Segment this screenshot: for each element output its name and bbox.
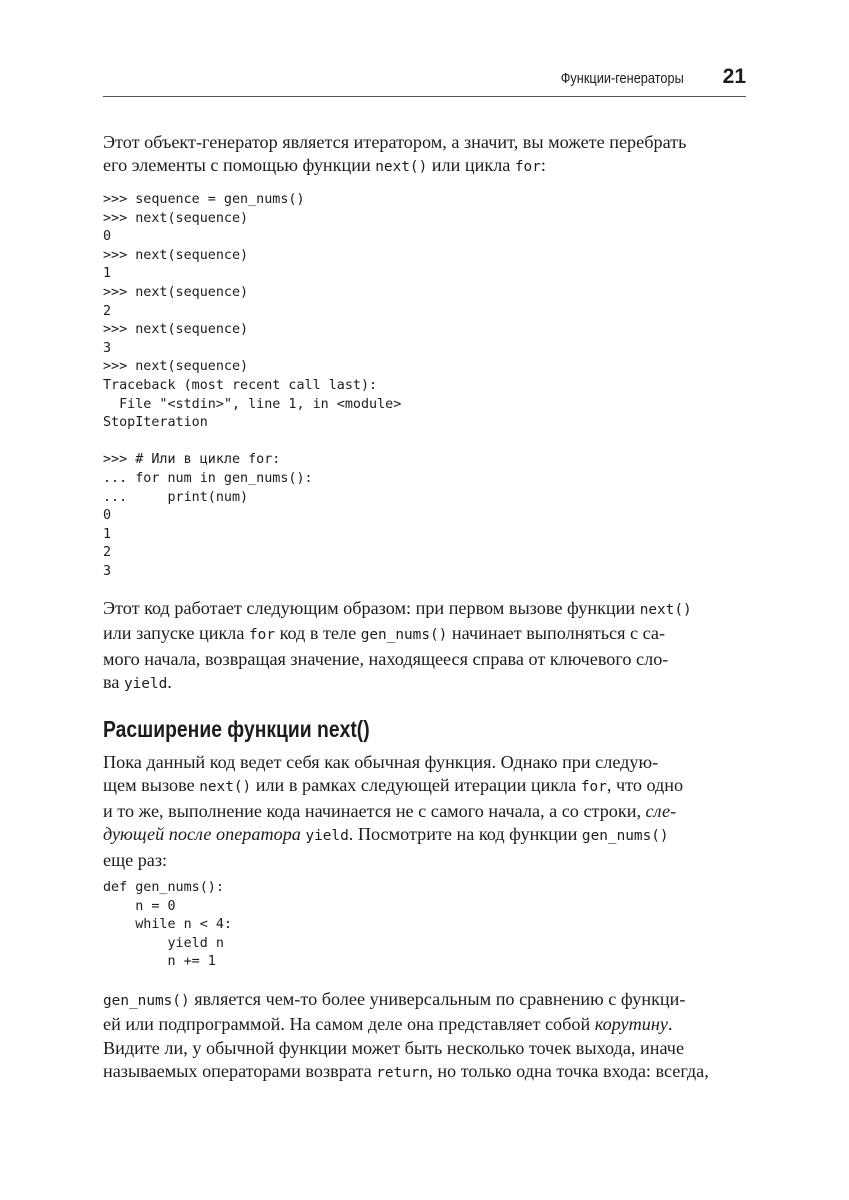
text-line: называемых операторами возврата xyxy=(103,1061,377,1082)
text-line: Видите ли, у обычной функции может быть несколько точек выхода, иначе xyxy=(103,1037,685,1058)
inline-code: for xyxy=(514,159,541,176)
text-line: еще раз: xyxy=(103,849,168,870)
italic-text: корутину xyxy=(594,1014,668,1035)
inline-code: for xyxy=(249,627,276,644)
inline-code: gen_nums() xyxy=(360,627,448,644)
paragraph-section xyxy=(103,751,746,872)
text-line: ва xyxy=(103,672,124,693)
text-fragment: : xyxy=(540,155,546,176)
text-line: его элементы с помощью функции xyxy=(103,155,376,176)
text-fragment: начинает выполняться с са- xyxy=(447,623,666,644)
text-line: Пока данный код ведет себя как обычная функция. Однако при следую- xyxy=(103,752,659,772)
text-line: и то же, выполнение кода начинается не с самого начала, а со строки, xyxy=(103,800,646,821)
inline-code: next() xyxy=(199,779,252,796)
inline-code: next() xyxy=(375,159,428,176)
section-heading: Расширение функции next() xyxy=(103,716,370,742)
text-line: щем вызове xyxy=(103,775,200,796)
text-line: Этот объект-генератор является итератором, а значит, вы можете перебрать xyxy=(103,132,687,152)
page-number: 21 xyxy=(722,65,746,88)
text-line: мого начала, возвращая значение, находящееся справа от ключевого сло- xyxy=(103,648,669,669)
running-title: Функции-генераторы xyxy=(560,70,684,87)
paragraph-coroutine xyxy=(103,988,746,1086)
text-fragment: является чем-то более универсальным по сравнению с функци- xyxy=(189,989,686,1009)
text-fragment: . xyxy=(667,1014,673,1035)
paragraph-intro xyxy=(103,131,746,180)
text-fragment: или цикла xyxy=(427,155,515,176)
text-fragment: или в рамках следующей итерации цикла xyxy=(251,775,581,796)
text-fragment: код в теле xyxy=(275,623,361,644)
italic-text: дующей после оператора xyxy=(103,824,301,845)
text-fragment: , но только одна точка входа: всегда, xyxy=(428,1061,709,1082)
inline-code: for xyxy=(580,779,607,796)
inline-code: return xyxy=(376,1065,429,1082)
text-line: Этот код работает следующим образом: при первом вызове функции xyxy=(103,598,640,618)
inline-code: gen_nums() xyxy=(581,828,669,845)
text-fragment: . xyxy=(167,672,172,693)
inline-code: yield xyxy=(123,676,168,693)
text-line: или запуске цикла xyxy=(103,623,250,644)
text-fragment: . Посмотрите на код функции xyxy=(348,824,582,845)
page-header xyxy=(103,64,746,97)
code-block-gen-nums: def gen_nums(): n = 0 while n < 4: yield n n += 1 xyxy=(103,880,232,970)
code-block-repl: >>> sequence = gen_nums() >>> next(sequence) 0 >>> next(sequence) 1 >>> next(sequence) 2 >>> next(sequence) 3 >>> next(sequence) Traceback (most recent call last): File "<stdin>", line 1, in <module> StopIteration >>> # Или в цикле for: ... for num in gen_nums(): ... print(num) 0 1 2 3 xyxy=(103,192,402,579)
text-line: ей или подпрограммой. На самом деле она представляет собой xyxy=(103,1014,595,1035)
inline-code: next() xyxy=(639,602,692,618)
paragraph-explanation xyxy=(103,597,746,697)
text-fragment: , что одно xyxy=(606,775,684,796)
inline-code: yield xyxy=(305,828,349,845)
italic-text: сле- xyxy=(645,800,677,821)
inline-code: gen_nums() xyxy=(103,993,190,1009)
